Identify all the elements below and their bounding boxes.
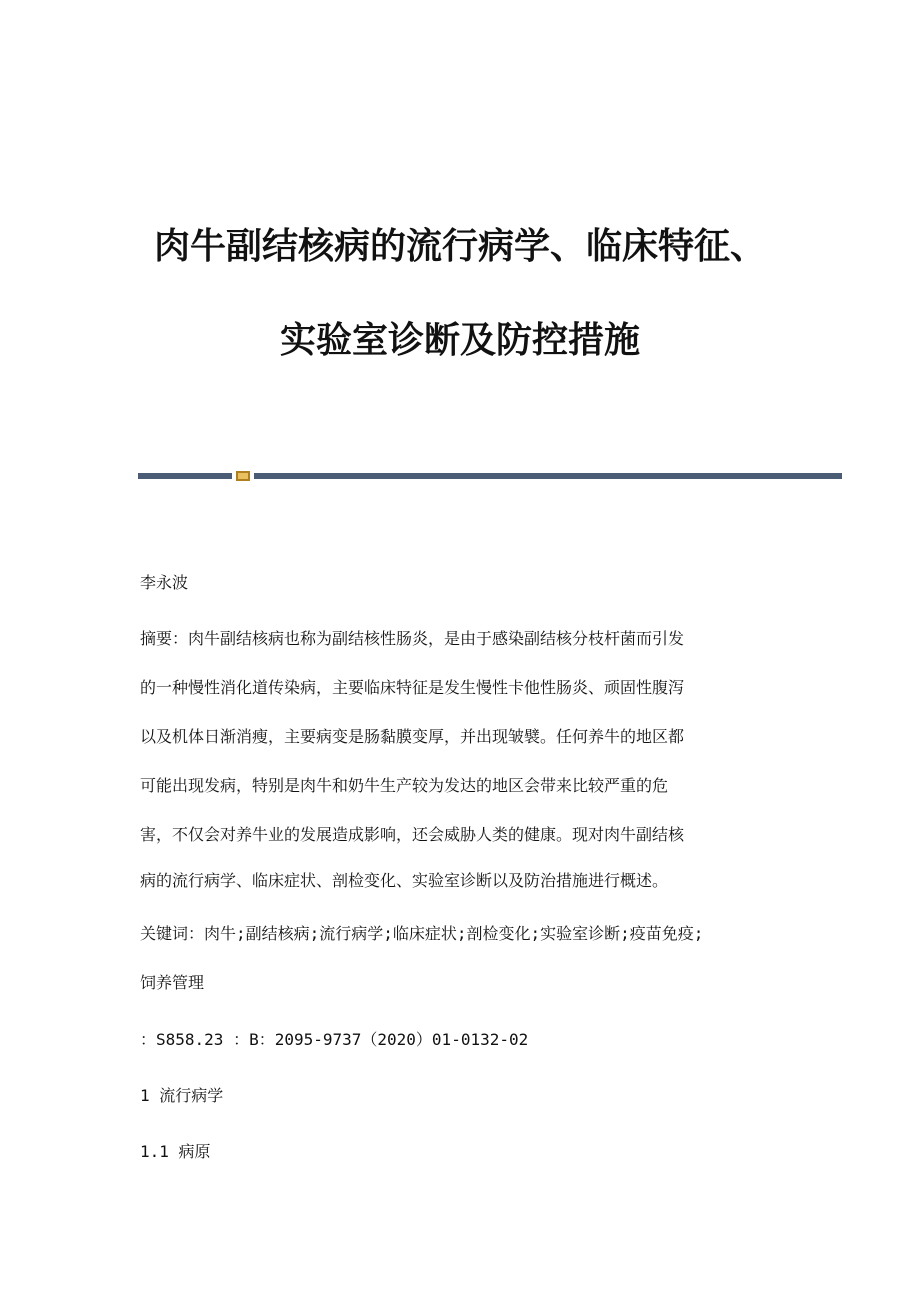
abstract-line: 病的流行病学、临床症状、剖检变化、实验室诊断以及防治措施进行概述。	[140, 871, 669, 890]
divider-bar-right	[254, 473, 842, 479]
abstract-line: 以及机体日渐消瘦，主要病变是肠黏膜变厚，并出现皱襞。任何养牛的地区都	[140, 727, 685, 746]
abstract-line: 的一种慢性消化道传染病，主要临床特征是发生慢性卡他性肠炎、顽固性腹泻	[140, 678, 685, 697]
abstract-line: 摘要：肉牛副结核病也称为副结核性肠炎，是由于感染副结核分枝杆菌而引发	[140, 629, 685, 648]
abstract-line: 害，不仅会对养牛业的发展造成影响，还会威胁人类的健康。现对肉牛副结核	[140, 825, 685, 844]
section-heading-1: 1 流行病学	[140, 1086, 224, 1105]
author-name: 李永波	[140, 573, 189, 592]
abstract-line: 可能出现发病，特别是肉牛和奶牛生产较为发达的地区会带来比较严重的危	[140, 776, 669, 795]
title-divider	[138, 471, 842, 481]
classification-line: ：S858.23 ：B：2095-9737（2020）01-0132-02	[140, 1030, 529, 1049]
paper-title-line-1: 肉牛副结核病的流行病学、临床特征、	[153, 226, 766, 267]
keywords-line: 关键词：肉牛;副结核病;流行病学;临床症状;剖检变化;实验室诊断;疫苗免疫;	[140, 924, 704, 943]
section-heading-1-1: 1.1 病原	[140, 1142, 211, 1161]
keywords-line: 饲养管理	[140, 973, 205, 992]
paper-title-line-2: 实验室诊断及防控措施	[279, 320, 640, 361]
divider-bar-left	[138, 473, 232, 479]
divider-ornament-icon	[236, 471, 250, 481]
